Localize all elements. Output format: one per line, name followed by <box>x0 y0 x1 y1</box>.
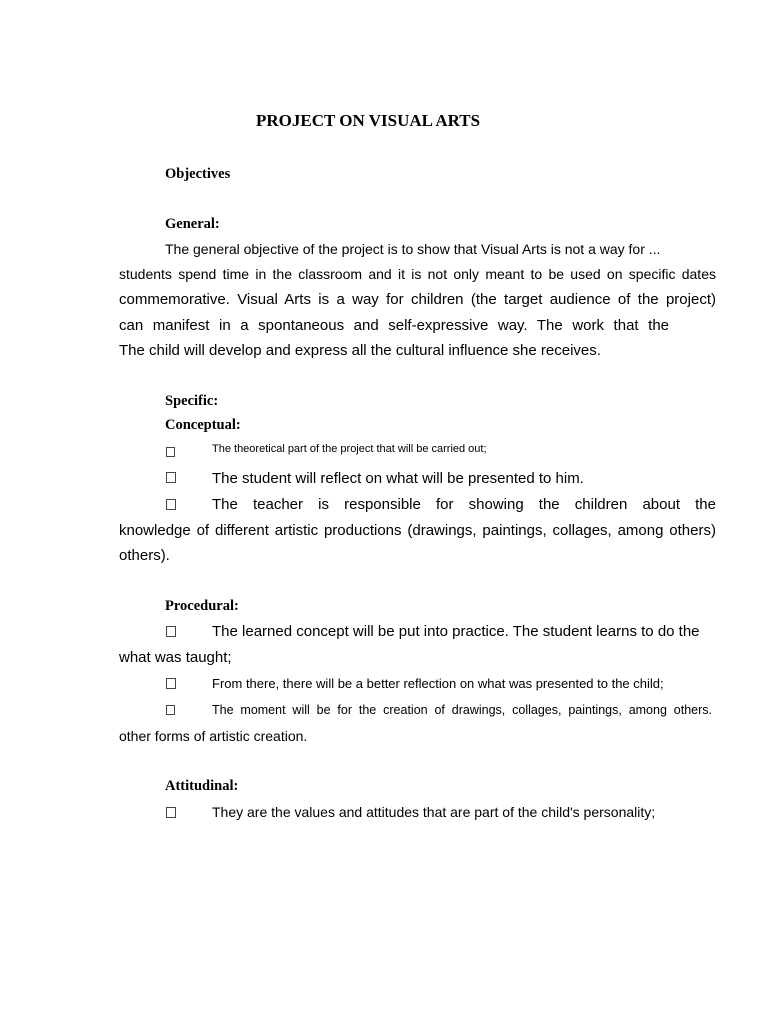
general-line: The general objective of the project is to show that Visual Arts is not a way for ... <box>165 241 661 257</box>
general-heading: General: <box>165 216 220 232</box>
conceptual-item: The student will reflect on what will be presented to him. <box>212 470 584 487</box>
general-line: can manifest in a spontaneous and self-expressive way. The work that the <box>119 317 669 334</box>
missing-glyph-box-icon <box>166 626 176 637</box>
page-title: PROJECT ON VISUAL ARTS <box>256 111 481 130</box>
procedural-item: From there, there will be a better reflection on what was presented to the child; <box>212 676 664 691</box>
conceptual-item: others). <box>119 547 170 564</box>
procedural-item: what was taught; <box>119 649 232 666</box>
missing-glyph-box-icon <box>166 807 176 818</box>
missing-glyph-box-icon <box>166 705 175 715</box>
general-line: commemorative. Visual Arts is a way for children (the target audience of the project) <box>119 291 716 308</box>
procedural-item: The moment will be for the creation of drawings, collages, paintings, among others. <box>212 703 712 717</box>
conceptual-item: The theoretical part of the project that will be carried out; <box>212 443 487 455</box>
conceptual-heading: Conceptual: <box>165 417 241 433</box>
procedural-heading: Procedural: <box>165 598 239 614</box>
procedural-item: other forms of artistic creation. <box>119 728 308 744</box>
procedural-item: The learned concept will be put into practice. The student learns to do the <box>212 623 700 640</box>
objectives-heading: Objectives <box>165 166 231 182</box>
general-line: students spend time in the classroom and it is not only meant to be used on specific dates <box>119 266 716 282</box>
missing-glyph-box-icon <box>166 499 176 510</box>
attitudinal-heading: Attitudinal: <box>165 778 239 794</box>
missing-glyph-box-icon <box>166 472 176 483</box>
missing-glyph-box-icon <box>166 447 175 457</box>
general-line: The child will develop and express all the cultural influence she receives. <box>119 342 601 359</box>
conceptual-item: knowledge of different artistic productions (drawings, paintings, collages, among others) <box>119 522 716 539</box>
conceptual-item: The teacher is responsible for showing the children about the <box>212 496 716 513</box>
missing-glyph-box-icon <box>166 678 176 689</box>
specific-heading: Specific: <box>165 393 219 409</box>
attitudinal-item: They are the values and attitudes that are part of the child's personality; <box>212 804 656 820</box>
